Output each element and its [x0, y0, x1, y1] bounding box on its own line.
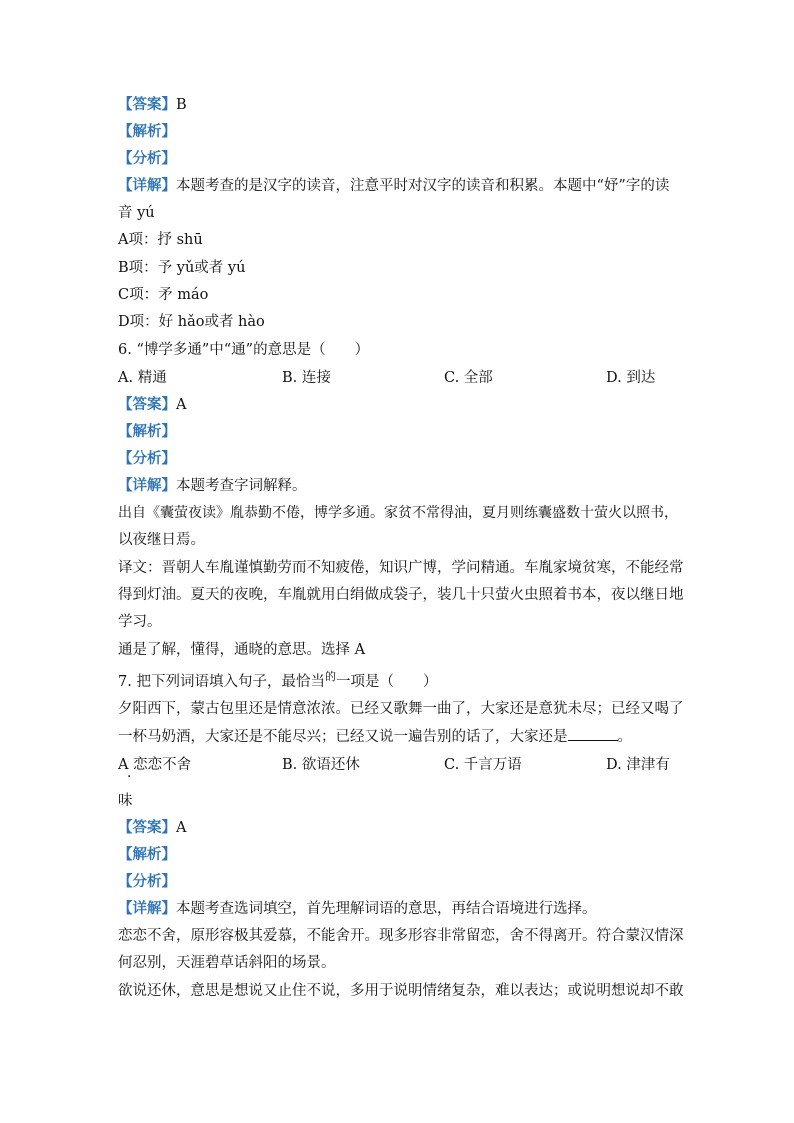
- q6-answer-line: [118, 395, 186, 415]
- q7-question: [118, 672, 437, 693]
- q7-text-part: 一杯马奶酒，大家还是不能尽兴；已经又说一遍告别的话了，大家还是: [118, 729, 568, 745]
- q6-analysis-line: [118, 422, 176, 442]
- q6-conclusion: 通是了解，懂得，通晓的意思。选择 A: [118, 642, 366, 658]
- q7-fenxi-line: [118, 872, 176, 892]
- q7-text-end: 。: [617, 729, 632, 745]
- q5-detail-line: [118, 176, 669, 196]
- q6-question: 6. “博学多通”中“通”的意思是（ ）: [118, 342, 370, 358]
- q7-option-c: C. 千言万语: [444, 757, 522, 773]
- detail-text: 本题考查的是汉字的读音，注意平时对汉字的读音和积累。本题中“妤”字的读: [176, 178, 670, 194]
- q7-option-b: B. 欲语还休: [282, 757, 360, 773]
- q5-fenxi-line: [118, 149, 176, 169]
- q7-option-d-wrap: 味: [118, 793, 133, 809]
- answer-tag: 【答案】: [118, 819, 176, 836]
- q6-option-a: A. 精通: [118, 370, 167, 386]
- q7-para1-line2: 何忍别，天涯碧草话斜阳的场景。: [118, 955, 336, 971]
- q7-para1-line1: 恋恋不舍，原形容极其爱慕，不能舍开。现多形容非常留恋，舍不得离开。符合蒙汉情深: [118, 928, 684, 944]
- q7-option-d: D. 津津有: [606, 757, 670, 773]
- answer-value: B: [176, 97, 187, 113]
- q7-analysis-line: [118, 845, 176, 865]
- answer-tag: 【答案】: [118, 396, 176, 413]
- answer-tag: 【答案】: [118, 96, 176, 113]
- q5-answer-line: [118, 95, 187, 115]
- q7-answer-line: [118, 818, 186, 838]
- fenxi-tag: 【分析】: [118, 873, 176, 890]
- q6-option-d: D. 到达: [606, 370, 656, 386]
- q5-item-c: C项：矛 máo: [118, 287, 209, 303]
- analysis-tag: 【解析】: [118, 846, 176, 863]
- q7-para2-line1: 欲说还休，意思是想说又止住不说，多用于说明情绪复杂，难以表达；或说明想说却不敢: [118, 983, 684, 999]
- fill-blank: [568, 726, 618, 741]
- q6-translation-line3: 学习。: [118, 614, 162, 630]
- q5-item-b: B项：予 yǔ或者 yú: [118, 260, 246, 276]
- q7-question-sup: 的: [324, 670, 336, 683]
- q6-source-line2: 以夜继日焉。: [118, 532, 205, 548]
- q6-option-b: B. 连接: [282, 370, 331, 386]
- q6-option-c: C. 全部: [444, 370, 493, 386]
- detail-text: 本题考查选词填空，首先理解词语的意思，再结合语境进行选择。: [176, 901, 597, 917]
- q7-question-part2: 一项是（ ）: [335, 674, 438, 690]
- answer-value: A: [176, 820, 187, 836]
- q6-translation-line1: 译文：晋朝人车胤谨慎勤劳而不知疲倦，知识广博，学问精通。车胤家境贫寒，不能经常: [118, 560, 684, 576]
- q7-question-part1: 7. 把下列词语填入句子，最恰当: [118, 674, 325, 690]
- q6-detail-line: [118, 476, 307, 496]
- detail-tag: 【详解】: [118, 477, 176, 494]
- q5-item-a: A项：抒 shū: [118, 232, 203, 248]
- detail-tag: 【详解】: [118, 900, 176, 917]
- emphasis-dot: ·: [127, 769, 132, 785]
- q7-detail-line: [118, 899, 597, 919]
- q6-source-line1: 出自《囊萤夜读》胤恭勤不倦，博学多通。家贫不常得油，夏月则练囊盛数十萤火以照书，: [118, 505, 678, 521]
- answer-value: A: [176, 397, 187, 413]
- fenxi-tag: 【分析】: [118, 150, 176, 167]
- q5-item-d: D项：好 hǎo或者 hào: [118, 314, 265, 330]
- q7-text-line2: [118, 726, 632, 747]
- q5-detail-line2: 音 yú: [118, 205, 155, 221]
- q7-text-line1: 夕阳西下，蒙古包里还是情意浓浓。已经又歌舞一曲了，大家还是意犹未尽；已经又喝了: [118, 701, 684, 717]
- fenxi-tag: 【分析】: [118, 450, 176, 467]
- detail-tag: 【详解】: [118, 177, 176, 194]
- q7-option-a: A 恋恋不舍: [118, 757, 192, 773]
- q5-analysis-line: [118, 122, 176, 142]
- analysis-tag: 【解析】: [118, 123, 176, 140]
- detail-text: 本题考查字词解释。: [176, 478, 307, 494]
- analysis-tag: 【解析】: [118, 423, 176, 440]
- q6-fenxi-line: [118, 449, 176, 469]
- q6-translation-line2: 得到灯油。夏天的夜晚，车胤就用白绢做成袋子，装几十只萤火虫照着书本，夜以继日地: [118, 587, 684, 603]
